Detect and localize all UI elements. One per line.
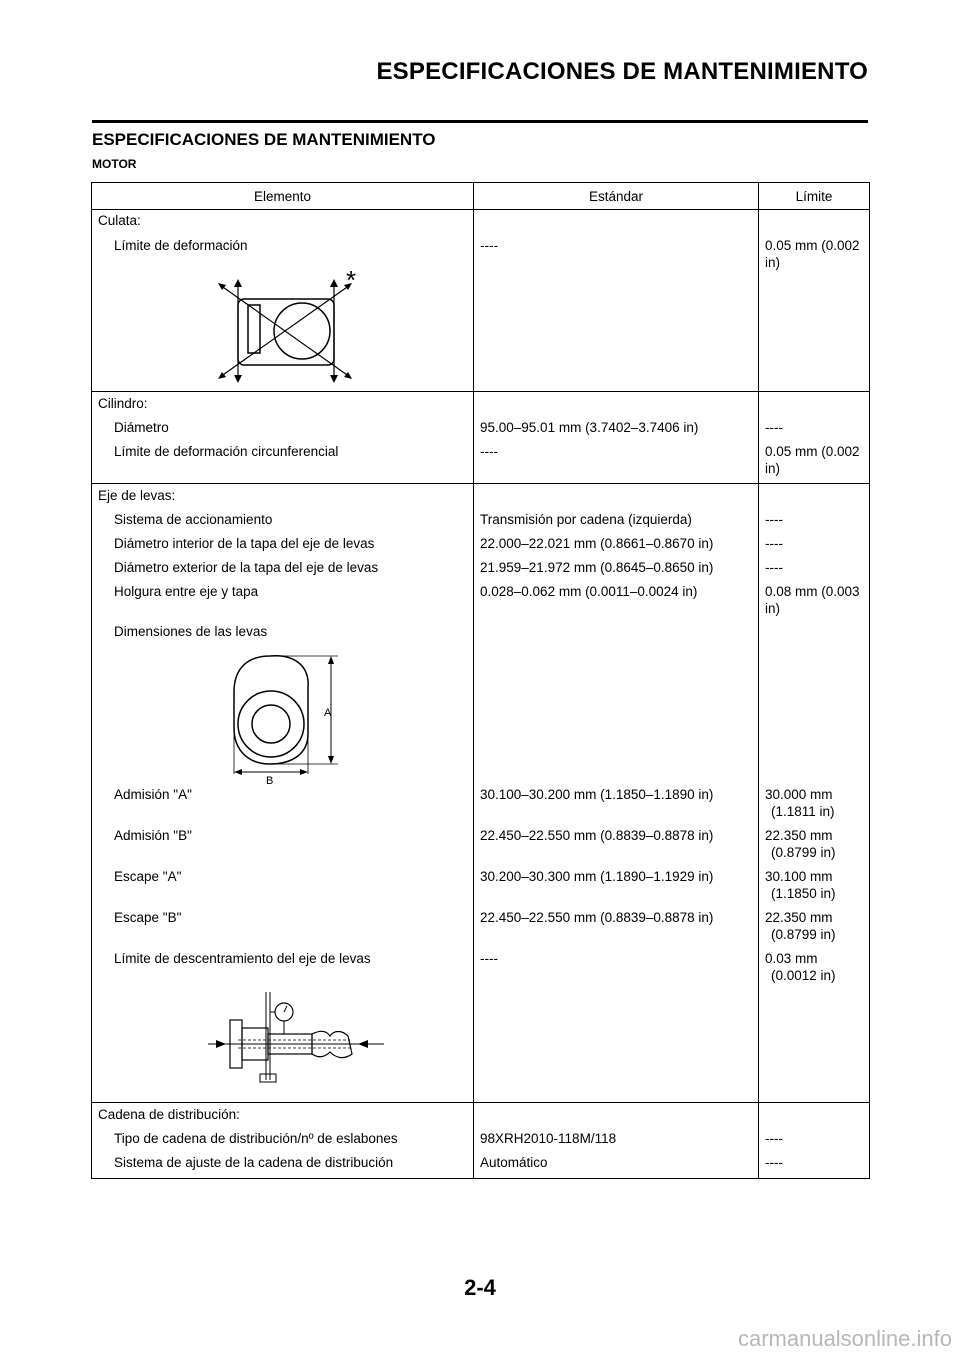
standard-value: 30.100–30.200 mm (1.1850–1.1890 in) [474, 780, 759, 820]
item-label: Admisión "A" [114, 787, 192, 802]
item-label: Escape "B" [114, 910, 182, 925]
table-row [92, 528, 870, 552]
table-row [92, 484, 870, 505]
item-label: Límite de descentramiento del eje de levas [114, 951, 371, 966]
camshaft-runout-diagram [208, 990, 388, 1090]
limit-value [759, 902, 870, 943]
limit-value-line: 30.100 mm [765, 869, 833, 884]
item-label: Sistema de accionamiento [114, 512, 273, 527]
figure-row [92, 984, 870, 1103]
limit-value: 0.05 mm (0.002 in) [759, 436, 870, 484]
table-row [92, 210, 870, 230]
page-number: 2-4 [464, 1275, 496, 1300]
limit-value: ---- [759, 1147, 870, 1179]
limit-value [759, 780, 870, 820]
cam-lobe-dimension-diagram [230, 646, 360, 787]
page-header-title: ESPECIFICACIONES DE MANTENIMIENTO [376, 58, 868, 85]
limit-value: ---- [759, 412, 870, 436]
limit-value [759, 820, 870, 861]
limit-value: ---- [759, 1123, 870, 1147]
limit-value-line: 30.000 mm [765, 787, 833, 802]
header-rule [92, 120, 868, 123]
subsection-title: MOTOR [92, 157, 137, 171]
item-label: Dimensiones de las levas [114, 624, 268, 639]
limit-value: ---- [759, 528, 870, 552]
item-label: Diámetro interior de la tapa del eje de levas [114, 536, 375, 551]
spec-table [91, 182, 870, 1179]
item-label: Sistema de ajuste de la cadena de distribución [114, 1155, 394, 1170]
column-header: Límite [759, 183, 870, 210]
column-header: Elemento [92, 183, 474, 210]
standard-value: 0.028–0.062 mm (0.0011–0.0024 in) [474, 576, 759, 617]
item-label: Límite de deformación [114, 238, 248, 253]
limit-value: ---- [759, 504, 870, 528]
table-row [92, 780, 870, 820]
item-label: Diámetro exterior de la tapa del eje de levas [114, 560, 379, 575]
dimension-label-a: A [324, 707, 332, 719]
group-label: Cilindro: [92, 392, 474, 413]
standard-value: ---- [474, 943, 759, 984]
standard-value: 22.450–22.550 mm (0.8839–0.8878 in) [474, 820, 759, 861]
table-row [92, 1147, 870, 1179]
limit-value-line: (0.8799 in) [771, 927, 836, 942]
table-row [92, 1123, 870, 1147]
item-label: Holgura entre eje y tapa [114, 584, 259, 599]
standard-value: 22.000–22.021 mm (0.8661–0.8670 in) [474, 528, 759, 552]
group-label: Culata: [92, 210, 474, 230]
table-row [92, 392, 870, 413]
limit-value: ---- [759, 552, 870, 576]
standard-value: 30.200–30.300 mm (1.1890–1.1929 in) [474, 861, 759, 902]
limit-value: 0.05 mm (0.002 in) [759, 229, 870, 271]
limit-value-line: (1.1850 in) [771, 886, 836, 901]
limit-value-line: 22.350 mm [765, 910, 833, 925]
section-title: ESPECIFICACIONES DE MANTENIMIENTO [92, 130, 436, 149]
table-row [92, 436, 870, 484]
figure-row [92, 640, 870, 780]
standard-value: 21.959–21.972 mm (0.8645–0.8650 in) [474, 552, 759, 576]
limit-value-line: 22.350 mm [765, 828, 833, 843]
limit-value-line: (1.1811 in) [771, 804, 835, 819]
cylinder-head-warpage-diagram [218, 265, 368, 387]
table-row [92, 1103, 870, 1124]
table-row [92, 229, 870, 271]
limit-value [759, 943, 870, 984]
asterisk-mark: * [346, 265, 357, 295]
limit-value: 0.08 mm (0.003 in) [759, 576, 870, 617]
table-row [92, 576, 870, 617]
item-label: Límite de deformación circunferencial [114, 444, 339, 459]
table-row [92, 820, 870, 861]
table-row [92, 902, 870, 943]
limit-value [759, 861, 870, 902]
standard-value: Transmisión por cadena (izquierda) [474, 504, 759, 528]
table-header-row [92, 183, 870, 210]
standard-value: Automático [474, 1147, 759, 1179]
table-row [92, 504, 870, 528]
column-header: Estándar [474, 183, 759, 210]
item-label: Escape "A" [114, 869, 182, 884]
table-row [92, 552, 870, 576]
standard-value: 95.00–95.01 mm (3.7402–3.7406 in) [474, 412, 759, 436]
dimension-label-b: B [266, 775, 274, 787]
standard-value: ---- [474, 229, 759, 271]
standard-value: ---- [474, 436, 759, 484]
figure-row [92, 271, 870, 392]
group-label: Eje de levas: [92, 484, 474, 505]
limit-value-line: (0.8799 in) [771, 845, 836, 860]
table-row [92, 861, 870, 902]
table-row [92, 617, 870, 640]
item-label: Admisión "B" [114, 828, 192, 843]
standard-value: 98XRH2010-118M/118 [474, 1123, 759, 1147]
group-label: Cadena de distribución: [92, 1103, 474, 1124]
watermark: carmanualsonline.info [737, 1326, 952, 1351]
limit-value-line: (0.0012 in) [771, 968, 836, 983]
item-label: Tipo de cadena de distribución/nº de eslabones [114, 1131, 398, 1146]
table-row [92, 943, 870, 984]
table-row [92, 412, 870, 436]
limit-value-line: 0.03 mm [765, 951, 818, 966]
standard-value: 22.450–22.550 mm (0.8839–0.8878 in) [474, 902, 759, 943]
item-label: Diámetro [114, 420, 169, 435]
